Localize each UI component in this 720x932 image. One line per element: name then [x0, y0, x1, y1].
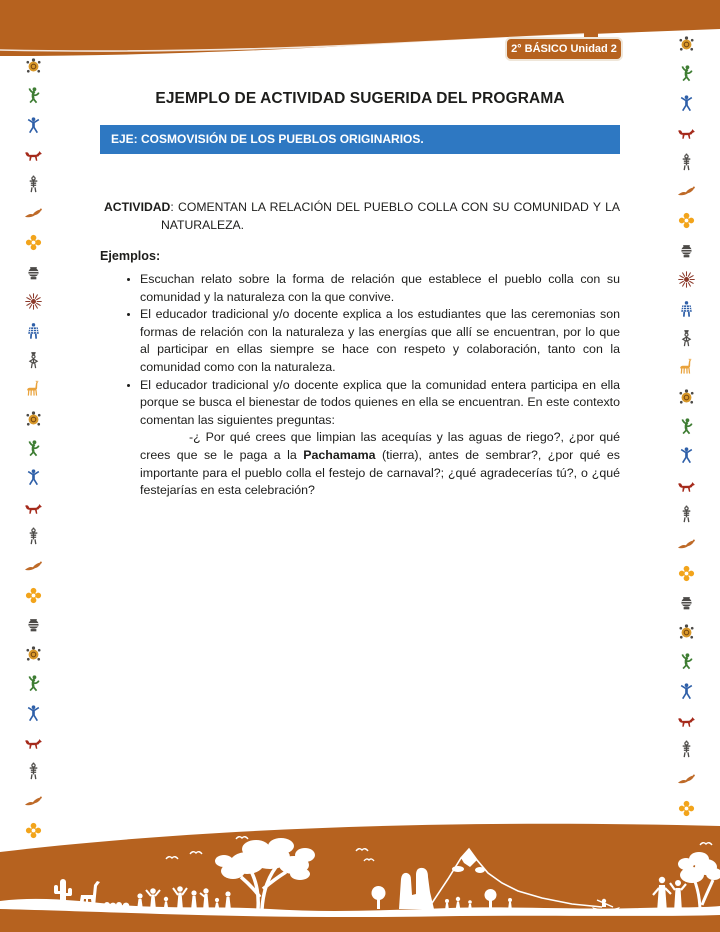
potbearer-icon — [24, 351, 43, 370]
dancer-icon — [24, 674, 43, 693]
turtle-icon — [24, 410, 43, 429]
example-bullet — [140, 271, 620, 306]
anthropomorph-icon — [24, 762, 43, 781]
fox-icon — [24, 145, 43, 164]
flower-icon — [24, 586, 43, 605]
discussion-questions — [140, 429, 620, 499]
pot-icon — [24, 615, 43, 634]
example-bullet-text: El educador tradicional y/o docente explica a los estudiantes que las ceremonias son formas de relación con la naturaleza y las energías que allí se encuentran, por lo que al participar en ellas siempre se hace con respeto y colaboración, tanto con la comunidad como con la naturaleza. — [140, 307, 620, 374]
activity-statement — [104, 198, 620, 234]
question-text-pre: -¿ Por qué crees que limpian las acequías y las aguas de riego?, ¿por qué crees que se le paga a la — [140, 430, 620, 462]
condor-icon — [677, 182, 696, 201]
figure-icon — [677, 94, 696, 113]
poncho-icon — [677, 300, 696, 319]
pot-icon — [677, 593, 696, 612]
dancer-icon — [677, 652, 696, 671]
landscape-footer-illustration — [0, 817, 720, 932]
condor-icon — [24, 204, 43, 223]
flower-icon — [24, 233, 43, 252]
pot-icon — [677, 241, 696, 260]
flower-icon — [677, 211, 696, 230]
fox-icon — [24, 733, 43, 752]
left-icon-column — [24, 57, 43, 840]
flower-icon — [677, 799, 696, 818]
condor-icon — [677, 535, 696, 554]
activity-label: ACTIVIDAD — [104, 200, 171, 214]
activity-text: COMENTAN LA RELACIÓN DEL PUEBLO COLLA CON SU COMUNIDAD Y LA NATURALEZA. — [161, 200, 620, 232]
fox-icon — [677, 123, 696, 142]
anthropomorph-icon — [24, 527, 43, 546]
page-title: EJEMPLO DE ACTIVIDAD SUGERIDA DEL PROGRAMA — [155, 90, 565, 107]
condor-icon — [24, 557, 43, 576]
figure-icon — [24, 116, 43, 135]
dancer-icon — [24, 86, 43, 105]
anthropomorph-icon — [677, 505, 696, 524]
turtle-icon — [24, 57, 43, 76]
poncho-icon — [24, 322, 43, 341]
dancer-icon — [677, 417, 696, 436]
examples-list — [100, 271, 620, 500]
pot-icon — [24, 263, 43, 282]
turtle-icon — [677, 35, 696, 54]
unit-badge: 2° BÁSICO Unidad 2 — [505, 37, 623, 61]
examples-label: Ejemplos: — [100, 249, 161, 263]
figure-icon — [677, 446, 696, 465]
activity-separator: : — [170, 200, 179, 214]
potbearer-icon — [677, 329, 696, 348]
example-bullet-text: El educador tradicional y/o docente explica que la comunidad entera participa en ella porque se busca el bienestar de todos quienes en ella se encuentran. En este contexto comentan las siguientes preguntas: — [140, 377, 620, 427]
fox-icon — [24, 498, 43, 517]
pachamama-term: Pachamama — [303, 447, 376, 462]
condor-icon — [677, 770, 696, 789]
llama-icon — [677, 358, 696, 377]
anthropomorph-icon — [677, 153, 696, 172]
turtle-icon — [24, 645, 43, 664]
eje-banner: EJE: COSMOVISIÓN DE LOS PUEBLOS ORIGINARIOS. — [100, 125, 620, 154]
llama-icon — [24, 380, 43, 399]
example-bullet — [140, 306, 620, 376]
turtle-icon — [677, 623, 696, 642]
figure-icon — [24, 704, 43, 723]
dancer-icon — [24, 439, 43, 458]
example-bullet-text: Escuchan relato sobre la forma de relación que establece el pueblo colla con su comunidad y la naturaleza con la que convive. — [140, 272, 620, 304]
figure-icon — [24, 468, 43, 487]
anthropomorph-icon — [677, 740, 696, 759]
question-text-post: (tierra), antes de sembrar?, ¿por qué es importante para el pueblo colla el festejo de carnaval?; ¿qué agradecerías tú?, o ¿qué festejarías en esta celebración? — [140, 447, 620, 498]
sun-icon — [24, 292, 43, 311]
fox-icon — [677, 476, 696, 495]
right-icon-column — [677, 35, 696, 818]
flower-icon — [677, 564, 696, 583]
content-area — [100, 0, 620, 500]
fox-icon — [677, 711, 696, 730]
turtle-icon — [677, 388, 696, 407]
figure-icon — [677, 682, 696, 701]
anthropomorph-icon — [24, 175, 43, 194]
condor-icon — [24, 792, 43, 811]
example-bullet — [140, 377, 620, 500]
dancer-icon — [677, 64, 696, 83]
sun-icon — [677, 270, 696, 289]
